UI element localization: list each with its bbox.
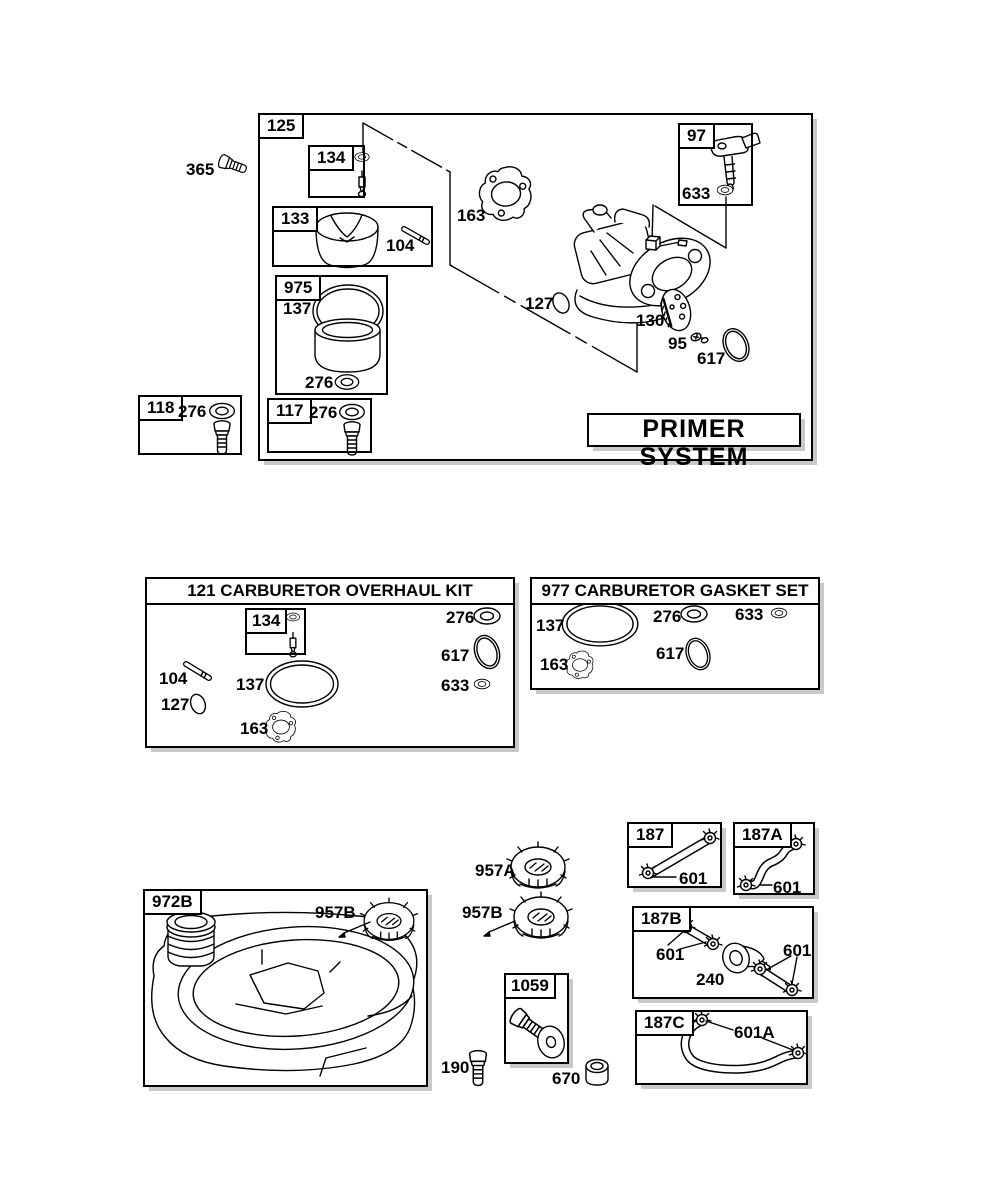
box-187B-tag: 187B xyxy=(632,906,691,932)
set-163-label: 163 xyxy=(540,655,569,674)
part-601-187B-right-label: 601 xyxy=(783,941,812,960)
bolt-190-icon xyxy=(470,1051,487,1086)
set-633-label: 633 xyxy=(735,605,764,624)
part-670-label: 670 xyxy=(552,1069,581,1088)
gasket-set-box-977 xyxy=(530,577,820,690)
part-276-bowl-label: 276 xyxy=(305,373,334,392)
box-1059-tag: 1059 xyxy=(504,973,556,999)
kit-104-label: 104 xyxy=(159,669,188,688)
box-972B-tag: 972B xyxy=(143,889,202,915)
kit-276-label: 276 xyxy=(446,608,475,627)
box-117-tag: 117 xyxy=(267,398,312,424)
part-601-187A-label: 601 xyxy=(773,878,802,897)
primer-system-banner: PRIMER SYSTEM xyxy=(587,413,801,447)
part-95-label: 95 xyxy=(668,334,687,353)
needle-kit-box-134-kit xyxy=(245,608,306,655)
box-118-tag: 118 xyxy=(138,395,183,421)
part-127-label: 127 xyxy=(525,294,554,313)
set-137-label: 137 xyxy=(536,616,565,635)
bolt-kit-box-1059 xyxy=(504,973,569,1064)
needle-kit-box-134 xyxy=(308,145,365,198)
tank-957B-label: 957B xyxy=(315,903,356,922)
kit-633-label: 633 xyxy=(441,676,470,695)
kit-163-label: 163 xyxy=(240,719,269,738)
part-957A-label: 957A xyxy=(475,861,516,880)
part-365-label: 365 xyxy=(186,160,215,179)
part-601-187B-left-label: 601 xyxy=(656,945,685,964)
part-137-label: 137 xyxy=(283,299,312,318)
box-97-tag: 97 xyxy=(678,123,715,149)
part-617-label: 617 xyxy=(697,349,726,368)
kit-137-label: 137 xyxy=(236,675,265,694)
group-125-tag: 125 xyxy=(258,113,304,139)
box-134-kit-tag: 134 xyxy=(245,608,287,634)
set-276-label: 276 xyxy=(653,607,682,626)
hose-box-187 xyxy=(627,822,722,888)
part-240-label: 240 xyxy=(696,970,725,989)
set-617-label: 617 xyxy=(656,644,685,663)
part-276-118-label: 276 xyxy=(178,402,207,421)
tank-box-972B xyxy=(143,889,428,1087)
cap-957A-icon xyxy=(507,842,569,888)
cap-957B-icon xyxy=(510,892,572,938)
box-134-tag: 134 xyxy=(308,145,354,171)
part-957B-label: 957B xyxy=(462,903,503,922)
vent-pin-957B-icon xyxy=(484,921,515,936)
part-276-117-label: 276 xyxy=(309,403,338,422)
box-187C-tag: 187C xyxy=(635,1010,694,1036)
part-163-label: 163 xyxy=(457,206,486,225)
kit-127-label: 127 xyxy=(161,695,190,714)
part-601A-label: 601A xyxy=(734,1023,775,1042)
box-975-tag: 975 xyxy=(275,275,321,301)
overhaul-kit-title: 121 CARBURETOR OVERHAUL KIT xyxy=(145,577,515,605)
part-104-label: 104 xyxy=(386,236,415,255)
part-130-label: 130 xyxy=(636,311,665,330)
bushing-670-icon xyxy=(586,1060,608,1086)
box-187A-tag: 187A xyxy=(733,822,792,848)
kit-617-label: 617 xyxy=(441,646,470,665)
box-187-tag: 187 xyxy=(627,822,673,848)
part-633-label: 633 xyxy=(682,184,711,203)
bolt-365-icon xyxy=(217,154,248,176)
part-190-label: 190 xyxy=(441,1058,470,1077)
box-133-tag: 133 xyxy=(272,206,318,232)
gasket-set-title: 977 CARBURETOR GASKET SET xyxy=(530,577,820,605)
hose-box-187C xyxy=(635,1010,808,1085)
part-601-187-label: 601 xyxy=(679,869,708,888)
